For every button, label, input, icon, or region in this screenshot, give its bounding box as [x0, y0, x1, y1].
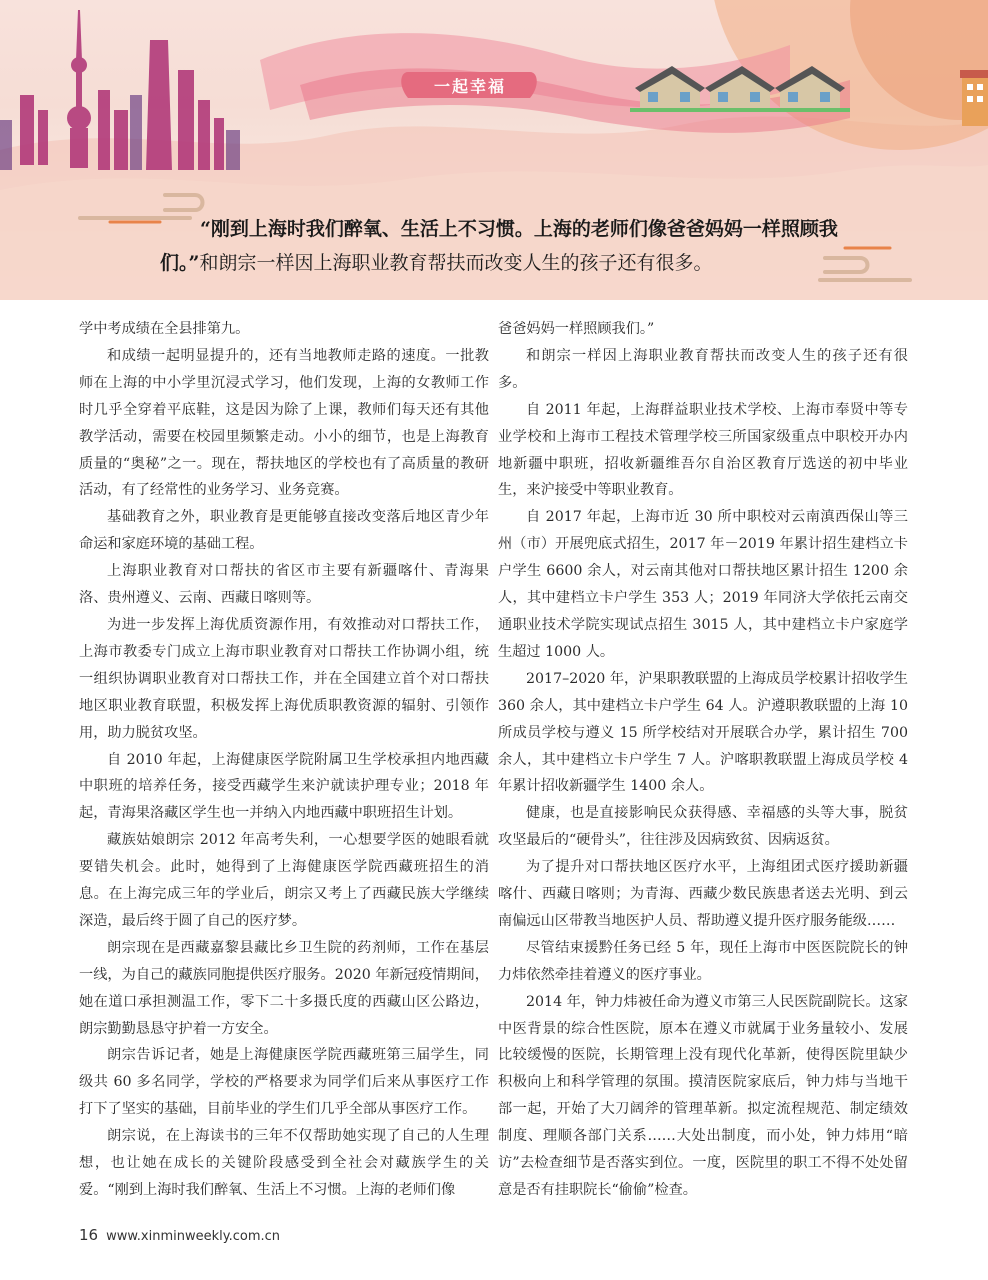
section-title: 一起幸福: [433, 77, 506, 96]
paragraph: 爸爸妈妈一样照顾我们。”: [498, 321, 655, 337]
paragraph: 为了提升对口帮扶地区医疗水平，上海组团式医疗援助新疆喀什、西藏日喀则；为青海、西藏少数民族患者送去光明、到云南偏远山区带教当地医护人员、帮助遵义提升医疗服务能级……: [498, 859, 908, 929]
article-left-column: [79, 316, 489, 1204]
website-url: www.xinminweekly.com.cn: [106, 1229, 281, 1244]
page-number: 16: [79, 1226, 99, 1244]
paragraph: 健康，也是直接影响民众获得感、幸福感的头等大事，脱贫攻坚最后的“硬骨头”，往往涉及因病致贫、因病返贫。: [498, 805, 908, 849]
paragraph: 朗宗告诉记者，她是上海健康医学院西藏班第三届学生，同级共 60 多名同学，学校的严格要求为同学们后来从事医疗工作打下了坚实的基础，目前毕业的学生们几乎全部从事医疗工作。: [79, 1047, 489, 1118]
paragraph: 2014 年，钟力炜被任命为遵义市第三人民医院副院长。这家中医背景的综合性医院，原本在遵义市就属于业务量较小、发展比较缓慢的医院，长期管理上没有现代化革新，使得医院里缺少积极向上和科学管理的氛围。摸清医院家底后，钟力炜与当地干部一起，开始了大刀阔斧的管理革新。拟定流程规范、制定绩效制度、理顺各部门关系……大处出制度，而小处，钟力炜用“暗访”去检查细节是否落实到位。一度，医院里的职工不得不处处留意是否有挂职院长“偷偷”检查。: [498, 993, 908, 1198]
paragraph: 自 2011 年起，上海群益职业技术学校、上海市奉贤中等专业学校和上海市工程技术管理学校三所国家级重点中职校开办内地新疆中职班，招收新疆维吾尔自治区教育厅选送的初中毕业生，来沪接受中等职业教育。: [498, 401, 908, 499]
pull-quote: [160, 212, 840, 280]
pull-quote-normal: 和朗宗一样因上海职业教育帮扶而改变人生的孩子还有很多。: [199, 252, 713, 274]
pull-quote-bold: “刚到上海时我们醉氧、生活上不习惯。上海的老师们像爸爸妈妈一样照顾我们。”: [160, 218, 838, 274]
paragraph: 2017–2020 年，沪果职教联盟的上海成员学校累计招收学生 360 余人，其中建档立卡户学生 64 人。沪遵职教联盟的上海 10 所成员学校与遵义 15 所学校结对开展联合办学，累计招生 700 余人，其中建档立卡户学生 7 人。沪喀职教联盟上海成员学校 4 年累计招收新疆学生 1400 余人。: [498, 670, 908, 795]
building-icon: [960, 70, 988, 126]
paragraph: 学中考成绩在全县排第九。: [79, 321, 250, 337]
paragraph: 尽管结束援黔任务已经 5 年，现任上海市中医医院院长的钟力炜依然牵挂着遵义的医疗事业。: [498, 939, 908, 983]
paragraph: 自 2010 年起，上海健康医学院附属卫生学校承担内地西藏中职班的培养任务，接受西藏学生来沪就读护理专业；2018 年起，青海果洛藏区学生也一并纳入内地西藏中职班招生计划。: [79, 751, 489, 822]
paragraph: 自 2017 年起，上海市近 30 所中职校对云南滇西保山等三州（市）开展兜底式招生，2017 年－2019 年累计招生建档立卡户学生 6600 余人，对云南其他对口帮扶地区累计招生 1200 余人，其中建档立卡户学生 353 人；2019 年同济大学依托云南交通职业技术学院实现试点招生 3015 人，其中建档立卡户家庭学生超过 1000 人。: [498, 509, 908, 660]
paragraph: 和成绩一起明显提升的，还有当地教师走路的速度。一批教师在上海的中小学里沉浸式学习，他们发现，上海的女教师工作时几乎全穿着平底鞋，这是因为除了上课，教师们每天还有其他教学活动，需要在校园里频繁走动。小小的细节，也是上海教育质量的“奥秘”之一。现在，帮扶地区的学校也有了高质量的教研活动，有了经常性的业务学习、业务竞赛。: [79, 347, 489, 499]
paragraph: 朗宗现在是西藏嘉黎县藏比乡卫生院的药剂师，工作在基层一线，为自己的藏族同胞提供医疗服务。2020 年新冠疫情期间，她在道口承担测温工作，零下二十多摄氏度的西藏山区公路边，朗宗勤勤恳恳守护着一方安全。: [79, 939, 489, 1037]
paragraph: 藏族姑娘朗宗 2012 年高考失利，一心想要学医的她眼看就要错失机会。此时，她得到了上海健康医学院西藏班招生的消息。在上海完成三年的学业后，朗宗又考上了西藏民族大学继续深造，最后终于圆了自己的医疗梦。: [79, 832, 489, 929]
paragraph: 朗宗说，在上海读书的三年不仅帮助她实现了自己的人生理想，也让她在成长的关键阶段感受到全社会对藏族学生的关爱。“刚到上海时我们醉氧、生活上不习惯。上海的老师们像: [79, 1128, 489, 1198]
article-right-column: [498, 316, 908, 1204]
page-footer: [79, 1226, 280, 1244]
paragraph: 和朗宗一样因上海职业教育帮扶而改变人生的孩子还有很多。: [498, 347, 908, 391]
paragraph: 上海职业教育对口帮扶的省区市主要有新疆喀什、青海果洛、贵州遵义、云南、西藏日喀则等。: [79, 563, 489, 607]
paragraph: 为进一步发挥上海优质资源作用，有效推动对口帮扶工作，上海市教委专门成立上海市职业教育对口帮扶工作协调小组，统一组织协调职业教育对口帮扶工作，并在全国建立首个对口帮扶地区职业教育联盟，积极发挥上海优质职教资源的辐射、引领作用，助力脱贫攻坚。: [79, 616, 489, 741]
paragraph: 基础教育之外，职业教育是更能够直接改变落后地区青少年命运和家庭环境的基础工程。: [79, 509, 489, 553]
